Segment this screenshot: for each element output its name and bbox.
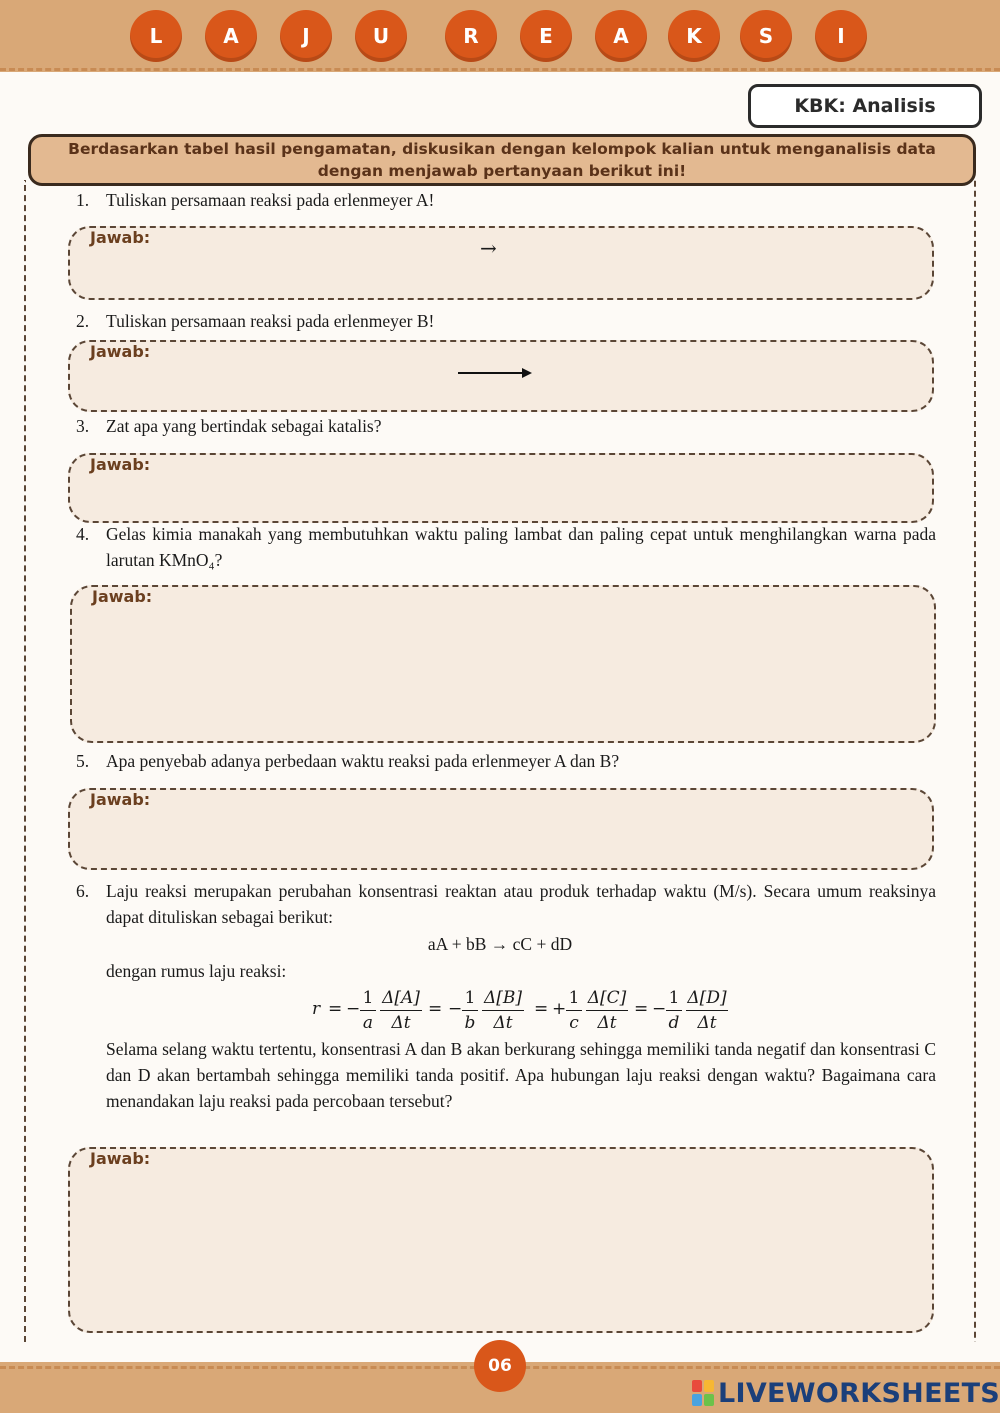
denominator: Δt [697,1013,717,1033]
formula-intro-text: dengan rumus laju reaksi: [106,961,287,981]
answer-label: Jawab: [90,228,151,247]
answer-label: Jawab: [90,455,151,474]
fraction-1-over-d [666,986,682,1035]
numerator: Δ[A] [380,986,422,1011]
fraction-delta-B [482,986,524,1035]
fraction-delta-D [686,986,728,1035]
answer-box-5[interactable] [68,788,934,870]
question-number: 5. [76,751,90,771]
denominator: b [464,1013,476,1033]
question-number: 6. [76,881,90,901]
question-number: 3. [76,416,90,436]
liveworksheets-logo-icon [692,1380,714,1406]
question-text: Zat apa yang bertindak sebagai katalis? [106,416,382,436]
question-5 [76,748,936,774]
title-letter: L [130,10,182,62]
title-letter: A [595,10,647,62]
title-letter: A [205,10,257,62]
answer-label: Jawab: [90,790,151,809]
watermark-text: LIVEWORKSHEETS [718,1377,1000,1409]
answer-box-6[interactable] [68,1147,934,1333]
question-6-continuation [76,1036,936,1114]
answer-box-1[interactable] [68,226,934,300]
title-letter: K [668,10,720,62]
formula-r: r [312,999,321,1019]
answer-box-2[interactable] [68,340,934,412]
numerator: Δ[B] [482,986,524,1011]
denominator: a [362,1013,374,1033]
question-3 [76,413,936,439]
formula-equals: = [634,999,649,1019]
numerator: 1 [462,986,478,1011]
title-letter: J [280,10,332,62]
question-2 [76,308,936,334]
fraction-1-over-a [360,986,376,1035]
question-number: 2. [76,311,90,331]
fraction-delta-A [380,986,422,1035]
question-text: Tuliskan persamaan reaksi pada erlenmeyer A! [106,190,435,210]
question-text: Apa penyebab adanya perbedaan waktu reaksi pada erlenmeyer A dan B? [106,751,620,771]
denominator: Δt [391,1013,411,1033]
page-number: 06 [474,1340,526,1392]
formula-intro [76,958,936,984]
denominator: Δt [493,1013,513,1033]
section-tab: KBK: Analisis [748,84,982,128]
answer-label: Jawab: [90,342,151,361]
instruction-banner: Berdasarkan tabel hasil pengamatan, diskusikan dengan kelompok kalian untuk menganalisis data dengan menjawab pertanyaan berikut ini! [28,134,976,186]
formula-equals: = [534,999,549,1019]
formula-plus: + [552,999,567,1019]
question-text: Selama selang waktu tertentu, konsentrasi A dan B akan berkurang sehingga memiliki tanda negatif dan konsentrasi C dan D akan bertambah sehingga memiliki tanda positif. Apa hubungan laju reaksi dengan waktu? Bagaimana cara menandakan laju reaksi pada percobaan tersebut? [106,1039,936,1111]
question-text: Tuliskan persamaan reaksi pada erlenmeyer B! [106,311,435,331]
formula-minus: − [346,999,361,1019]
question-text: Laju reaksi merupakan perubahan konsentrasi reaktan atau produk terhadap waktu (M/s). Secara umum reaksinya dapat dituliskan sebagai berikut: [106,881,936,927]
numerator: 1 [360,986,376,1011]
title-letter: U [355,10,407,62]
long-arrow-icon [458,366,534,380]
title-letter: I [815,10,867,62]
formula-equals: = [428,999,443,1019]
question-6 [76,878,936,930]
denominator: c [569,1013,579,1033]
numerator: Δ[D] [686,986,728,1011]
numerator: 1 [566,986,582,1011]
answer-label: Jawab: [90,1149,151,1168]
liveworksheets-watermark [692,1376,1000,1410]
answer-label: Jawab: [92,587,153,606]
title-letter: R [445,10,497,62]
formula-equals: = [328,999,343,1019]
fraction-1-over-c [566,986,582,1035]
answer-box-3[interactable] [68,453,934,523]
question-number: 1. [76,190,90,210]
numerator: Δ[C] [586,986,628,1011]
fraction-delta-C [586,986,628,1035]
numerator: 1 [666,986,682,1011]
formula-minus: − [652,999,667,1019]
general-equation: aA + bB → cC + dD [427,934,573,954]
answer-box-4[interactable] [70,585,936,743]
reaction-arrow-icon: → [480,236,497,260]
fraction-1-over-b [462,986,478,1035]
question-number: 4. [76,524,90,544]
question-text: Gelas kimia manakah yang membutuhkan waktu paling lambat dan paling cepat untuk menghilangkan warna pada larutan KMnO₄? [106,524,936,570]
question-1 [76,187,936,213]
denominator: d [668,1013,680,1033]
formula-minus: − [448,999,463,1019]
title-letter: S [740,10,792,62]
denominator: Δt [597,1013,617,1033]
question-4 [76,521,936,573]
title-letter: E [520,10,572,62]
